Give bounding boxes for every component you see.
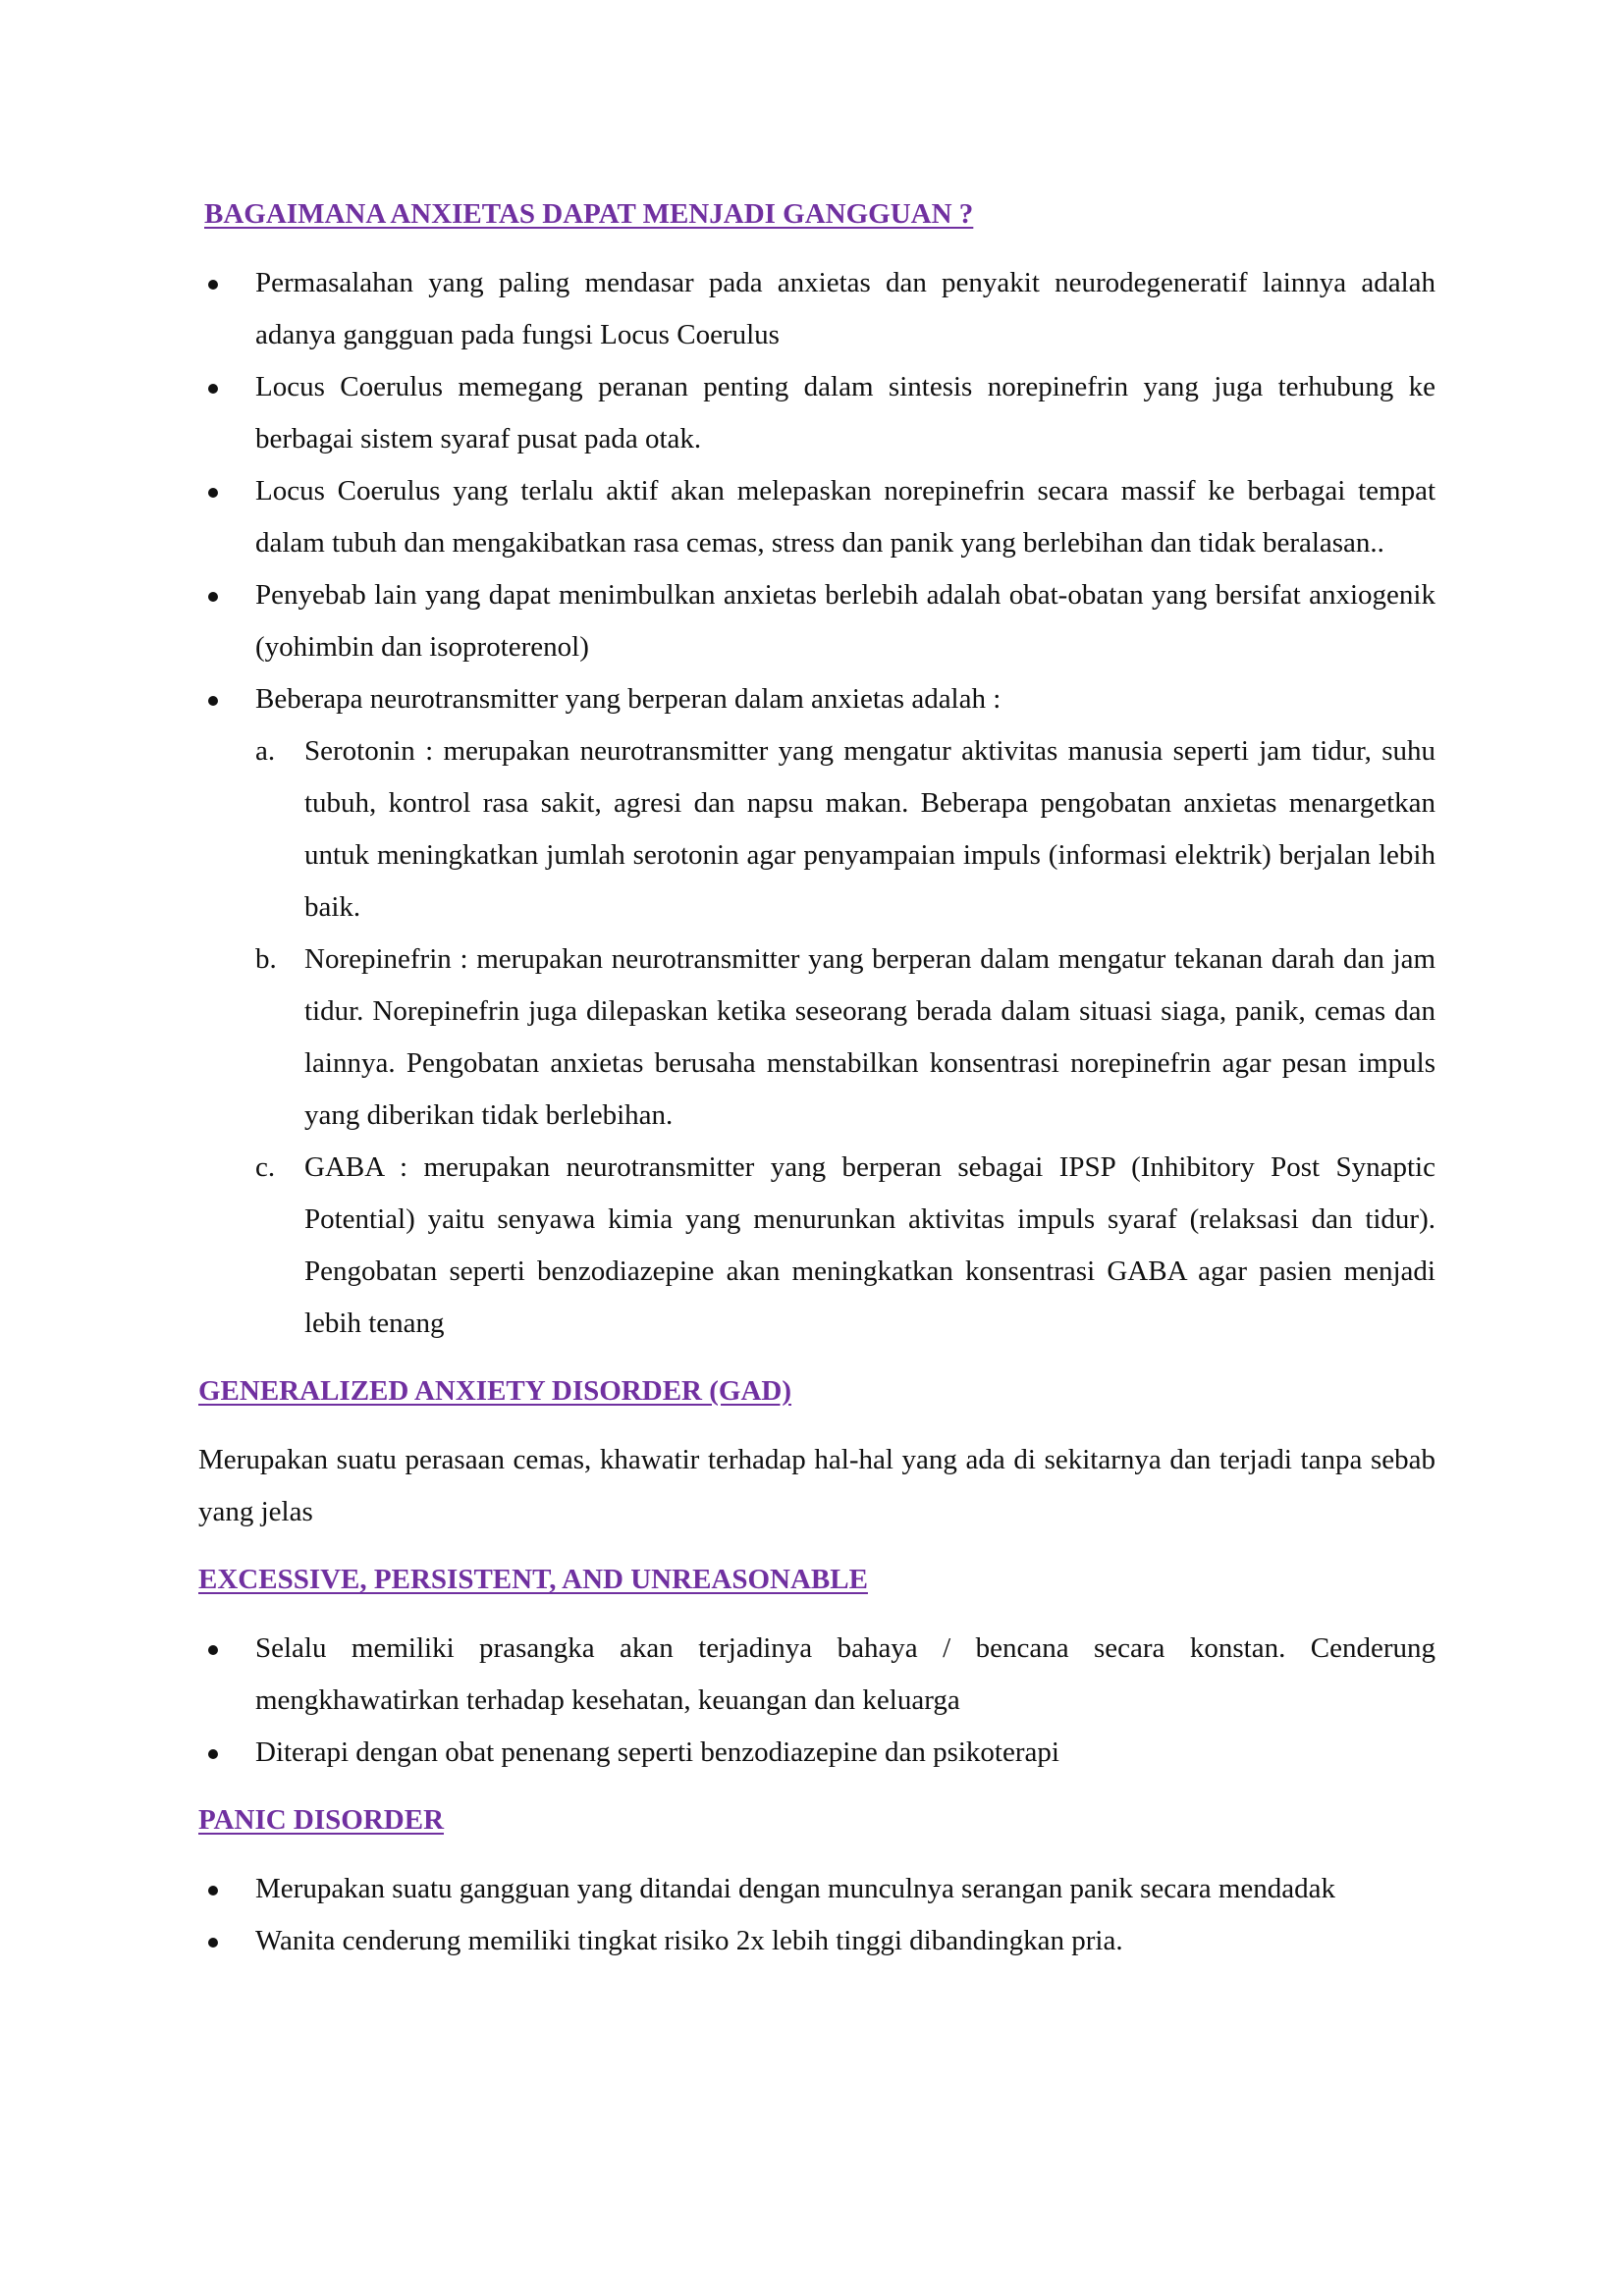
list-item [198,569,1435,673]
document-content [198,192,1435,1967]
list-item-text: Selalu memiliki prasangka akan terjadinya bahaya / bencana secara konstan. Cenderung mengkhawatirkan terhadap kesehatan, keuangan dan keluarga [255,1632,1435,1716]
list-item-text: Locus Coerulus memegang peranan penting dalam sintesis norepinefrin yang juga terhubung ke berbagai sistem syaraf pusat pada otak. [255,371,1435,454]
sublist-item [255,1142,1435,1350]
list-item-text: Wanita cenderung memiliki tingkat risiko 2x lebih tinggi dibandingkan pria. [255,1925,1123,1956]
bullet-icon [208,280,218,290]
gad-paragraph: Merupakan suatu perasaan cemas, khawatir terhadap hal-hal yang ada di sekitarnya dan terjadi tanpa sebab yang jelas [198,1444,1435,1527]
neurotransmitter-sublist [255,725,1435,1350]
list-item-text: Permasalahan yang paling mendasar pada anxietas dan penyakit neurodegeneratif lainnya adalah adanya gangguan pada fungsi Locus Coerulus [255,267,1435,350]
sublist-item-text: Serotonin : merupakan neurotransmitter yang mengatur aktivitas manusia seperti jam tidur, suhu tubuh, kontrol rasa sakit, agresi dan napsu makan. Beberapa pengobatan anxietas menargetkan untuk meningkatkan jumlah serotonin agar penyampaian impuls (informasi elektrik) berjalan lebih baik. [304,735,1435,923]
list-item-text: Merupakan suatu gangguan yang ditandai dengan munculnya serangan panik secara mendadak [255,1873,1335,1904]
list-item [198,361,1435,465]
list-item-text: Beberapa neurotransmitter yang berperan dalam anxietas adalah : [255,683,1001,715]
sublist-item-text: GABA : merupakan neurotransmitter yang berperan sebagai IPSP (Inhibitory Post Synaptic Potential) yaitu senyawa kimia yang menurunkan aktivitas impuls syaraf (relaksasi dan tidur). Pengobatan seperti benzodiazepine akan meningkatkan konsentrasi GABA agar pasien menjadi lebih tenang [304,1151,1435,1339]
bullet-icon [208,592,218,602]
bullet-icon [208,488,218,498]
list-item [198,1727,1435,1779]
bullet-icon [208,696,218,706]
sublist-marker: b. [255,943,277,975]
bullet-icon [208,1645,218,1655]
bullet-icon [208,1749,218,1759]
section-heading-anxietas-gangguan: BAGAIMANA ANXIETAS DAPAT MENJADI GANGGUAN ? [204,198,974,230]
list-item [198,465,1435,569]
bullet-list-anxietas [198,257,1435,1350]
list-item [198,1863,1435,1915]
list-item [198,673,1435,1350]
list-item [198,1623,1435,1727]
sublist-marker: a. [255,735,276,767]
sublist-item [255,725,1435,934]
list-item-text: Locus Coerulus yang terlalu aktif akan melepaskan norepinefrin secara massif ke berbagai tempat dalam tubuh dan mengakibatkan rasa cemas, stress dan panik yang berlebihan dan tidak beralasan.. [255,475,1435,559]
sublist-marker: c. [255,1151,276,1183]
bullet-list-excessive [198,1623,1435,1779]
section-heading-excessive: EXCESSIVE, PERSISTENT, AND UNREASONABLE [198,1564,868,1595]
bullet-icon [208,1938,218,1948]
section-heading-panic: PANIC DISORDER [198,1804,445,1836]
section-heading-gad: GENERALIZED ANXIETY DISORDER (GAD) [198,1375,791,1407]
bullet-icon [208,384,218,394]
list-item [198,1915,1435,1967]
sublist-item-text: Norepinefrin : merupakan neurotransmitter yang berperan dalam mengatur tekanan darah dan jam tidur. Norepinefrin juga dilepaskan ketika seseorang berada dalam situasi siaga, panik, cemas dan lainnya. Pengobatan anxietas berusaha menstabilkan konsentrasi norepinefrin agar pesan impuls yang diberikan tidak berlebihan. [304,943,1435,1131]
sublist-item [255,934,1435,1142]
bullet-list-panic [198,1863,1435,1967]
list-item [198,257,1435,361]
list-item-text: Penyebab lain yang dapat menimbulkan anxietas berlebih adalah obat-obatan yang bersifat anxiogenik (yohimbin dan isoproterenol) [255,579,1435,663]
list-item-text: Diterapi dengan obat penenang seperti benzodiazepine dan psikoterapi [255,1736,1059,1768]
bullet-icon [208,1886,218,1896]
